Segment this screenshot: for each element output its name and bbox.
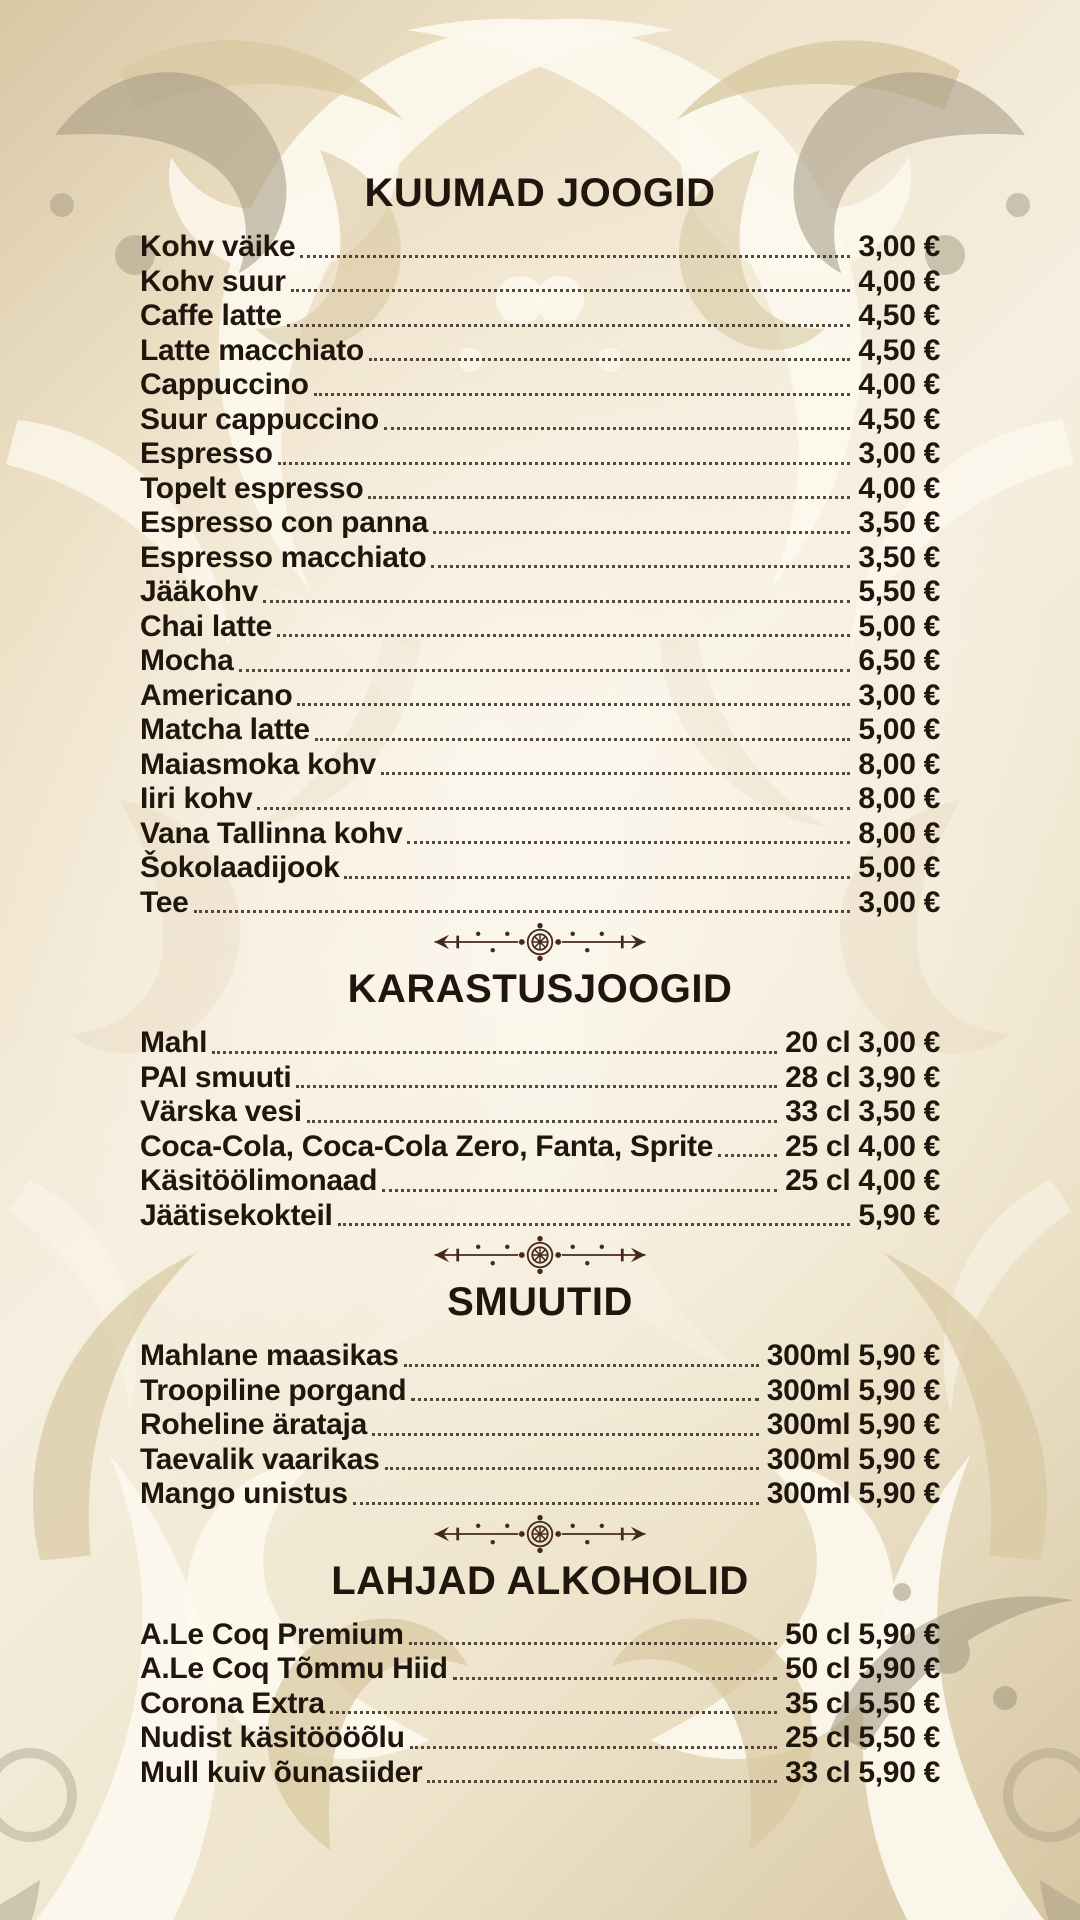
item-price: 33 cl 5,90 € (785, 1755, 940, 1789)
menu-item-row (140, 1339, 940, 1374)
item-price: 5,00 € (858, 713, 940, 746)
dotted-leader (291, 289, 851, 292)
section-title: KARASTUSJOOGID (347, 967, 733, 1011)
ornament-divider (140, 1235, 940, 1275)
item-name: Jäätisekokteil (140, 1198, 333, 1232)
dotted-leader (409, 1642, 778, 1645)
item-name: Mahl (140, 1026, 208, 1059)
item-price: 4,00 € (858, 368, 940, 401)
dotted-leader (307, 1120, 777, 1123)
section-title: LAHJAD ALKOHOLID (331, 1558, 749, 1603)
item-price: 8,00 € (858, 782, 940, 815)
dotted-leader (314, 393, 851, 396)
item-name: Käsitöölimonaad (140, 1164, 378, 1197)
item-name: Troopiline porgand (140, 1373, 407, 1407)
item-price: 35 cl 5,50 € (785, 1686, 940, 1720)
item-price: 33 cl 3,50 € (785, 1095, 940, 1128)
dotted-leader (384, 427, 851, 430)
menu-item-row (140, 1756, 940, 1791)
item-price: 25 cl 4,00 € (785, 1164, 940, 1197)
item-name: Roheline ärataja (140, 1408, 367, 1441)
dotted-leader (407, 841, 850, 844)
item-price: 5,00 € (858, 609, 940, 643)
dotted-leader (427, 1780, 777, 1783)
item-price: 300ml 5,90 € (766, 1373, 940, 1407)
menu-item-row (140, 368, 940, 403)
item-price: 25 cl 4,00 € (785, 1129, 940, 1163)
section-items (140, 1339, 940, 1512)
section-items (140, 1026, 940, 1233)
item-name: Mocha (140, 644, 234, 677)
item-price: 300ml 5,90 € (766, 1408, 940, 1441)
item-name: Matcha latte (140, 713, 310, 746)
menu-item-row (140, 1477, 940, 1512)
dotted-leader (278, 462, 851, 465)
menu-item-row (140, 541, 940, 576)
menu-item-row (140, 1443, 940, 1478)
menu-item-row (140, 851, 940, 886)
dotted-leader (353, 1502, 759, 1505)
dotted-leader (718, 1154, 777, 1157)
item-name: Vana Tallinna kohv (140, 816, 403, 850)
menu-item-row (140, 1652, 940, 1687)
dotted-leader (296, 1085, 777, 1088)
section-items (140, 230, 940, 920)
item-price: 8,00 € (858, 816, 940, 850)
dotted-leader (257, 807, 850, 810)
menu-item-row (140, 817, 940, 852)
dotted-leader (382, 1189, 777, 1192)
menu-item-row (140, 1374, 940, 1409)
menu-item-row (140, 1721, 940, 1756)
dotted-leader (300, 255, 850, 258)
item-price: 50 cl 5,90 € (785, 1617, 940, 1651)
item-price: 300ml 5,90 € (766, 1339, 940, 1372)
item-name: Latte macchiato (140, 333, 364, 367)
menu-item-row (140, 782, 940, 817)
item-name: Tee (140, 885, 189, 919)
item-name: Nudist käsitöööõlu (140, 1721, 405, 1754)
ornament-divider (140, 922, 940, 962)
menu-item-row (140, 1687, 940, 1722)
section-items (140, 1618, 940, 1791)
menu-item-row (140, 575, 940, 610)
menu-item-row (140, 1164, 940, 1199)
menu-item-row (140, 437, 940, 472)
menu-item-row (140, 265, 940, 300)
dotted-leader (404, 1364, 759, 1367)
item-name: Iiri kohv (140, 782, 253, 815)
dotted-leader (315, 738, 851, 741)
item-name: Kohv väike (140, 230, 296, 263)
item-name: Espresso con panna (140, 506, 429, 539)
item-name: A.Le Coq Tõmmu Hiid (140, 1652, 448, 1685)
dotted-leader (194, 910, 851, 913)
dotted-leader (369, 358, 850, 361)
dotted-leader (277, 634, 850, 637)
item-price: 3,00 € (858, 230, 940, 263)
section-title: KUUMAD JOOGID (364, 171, 716, 215)
item-name: Espresso macchiato (140, 540, 427, 574)
item-price: 4,00 € (858, 471, 940, 505)
dotted-leader (338, 1223, 851, 1226)
item-price: 4,50 € (858, 299, 940, 332)
item-price: 20 cl 3,00 € (785, 1026, 940, 1059)
menu-section (140, 966, 940, 1233)
item-price: 28 cl 3,90 € (785, 1060, 940, 1094)
menu-item-row (140, 644, 940, 679)
wheel-ornament-icon (415, 1514, 665, 1554)
menu-item-row (140, 1130, 940, 1165)
menu-item-row (140, 679, 940, 714)
dotted-leader (385, 1467, 759, 1470)
item-name: Americano (140, 678, 293, 712)
item-name: Topelt espresso (140, 471, 364, 505)
menu-item-row (140, 748, 940, 783)
item-name: Mull kuiv õunasiider (140, 1755, 423, 1789)
item-name: A.Le Coq Premium (140, 1617, 404, 1651)
dotted-leader (330, 1711, 777, 1714)
ornament-divider (140, 1514, 940, 1554)
dotted-leader (212, 1051, 777, 1054)
menu-item-row (140, 506, 940, 541)
wheel-ornament-icon (415, 922, 665, 962)
menu-item-row (140, 886, 940, 921)
item-price: 50 cl 5,90 € (785, 1652, 940, 1685)
item-price: 4,50 € (858, 402, 940, 436)
item-price: 5,00 € (858, 851, 940, 884)
item-price: 3,50 € (858, 540, 940, 574)
menu-item-row (140, 1026, 940, 1061)
menu-item-row (140, 1408, 940, 1443)
item-name: PAI smuuti (140, 1060, 292, 1094)
item-price: 25 cl 5,50 € (785, 1721, 940, 1754)
dotted-leader (372, 1433, 759, 1436)
dotted-leader (368, 496, 850, 499)
item-price: 6,50 € (858, 644, 940, 677)
item-price: 4,50 € (858, 333, 940, 367)
dotted-leader (239, 669, 851, 672)
item-price: 3,00 € (858, 885, 940, 919)
item-name: Taevalik vaarikas (140, 1442, 380, 1476)
dotted-leader (453, 1677, 778, 1680)
item-name: Šokolaadijook (140, 851, 340, 884)
menu-item-row (140, 1618, 940, 1653)
item-price: 5,90 € (858, 1198, 940, 1232)
menu-section (140, 1558, 940, 1791)
item-name: Mahlane maasikas (140, 1339, 399, 1372)
item-name: Jääkohv (140, 575, 258, 608)
item-price: 300ml 5,90 € (766, 1442, 940, 1476)
item-price: 4,00 € (858, 264, 940, 298)
item-name: Corona Extra (140, 1686, 325, 1720)
section-title: SMUUTID (447, 1280, 633, 1324)
menu-item-row (140, 1095, 940, 1130)
menu-item-row (140, 610, 940, 645)
dotted-leader (287, 324, 851, 327)
item-price: 8,00 € (858, 747, 940, 781)
dotted-leader (431, 565, 850, 568)
menu-item-row (140, 472, 940, 507)
menu-item-row (140, 230, 940, 265)
dotted-leader (410, 1746, 778, 1749)
dotted-leader (344, 876, 850, 879)
item-name: Maiasmoka kohv (140, 747, 376, 781)
dotted-leader (411, 1398, 759, 1401)
item-price: 5,50 € (858, 575, 940, 608)
menu-section (140, 170, 940, 920)
item-name: Suur cappuccino (140, 402, 379, 436)
dotted-leader (297, 703, 850, 706)
menu-content (140, 170, 940, 1790)
item-name: Värska vesi (140, 1095, 302, 1128)
wheel-ornament-icon (415, 1235, 665, 1275)
dotted-leader (381, 772, 850, 775)
item-name: Kohv suur (140, 264, 286, 298)
dotted-leader (263, 600, 850, 603)
menu-item-row (140, 299, 940, 334)
item-name: Espresso (140, 437, 273, 470)
menu-item-row (140, 403, 940, 438)
item-name: Cappuccino (140, 368, 309, 401)
menu-item-row (140, 334, 940, 369)
item-name: Coca-Cola, Coca-Cola Zero, Fanta, Sprite (140, 1129, 714, 1163)
menu-item-row (140, 1199, 940, 1234)
item-price: 3,00 € (858, 678, 940, 712)
menu-section (140, 1279, 940, 1512)
item-price: 3,50 € (858, 506, 940, 539)
item-price: 3,00 € (858, 437, 940, 470)
dotted-leader (433, 531, 850, 534)
menu-item-row (140, 1061, 940, 1096)
item-name: Caffe latte (140, 299, 282, 332)
item-name: Chai latte (140, 609, 273, 643)
menu-item-row (140, 713, 940, 748)
item-price: 300ml 5,90 € (766, 1477, 940, 1510)
item-name: Mango unistus (140, 1477, 348, 1510)
